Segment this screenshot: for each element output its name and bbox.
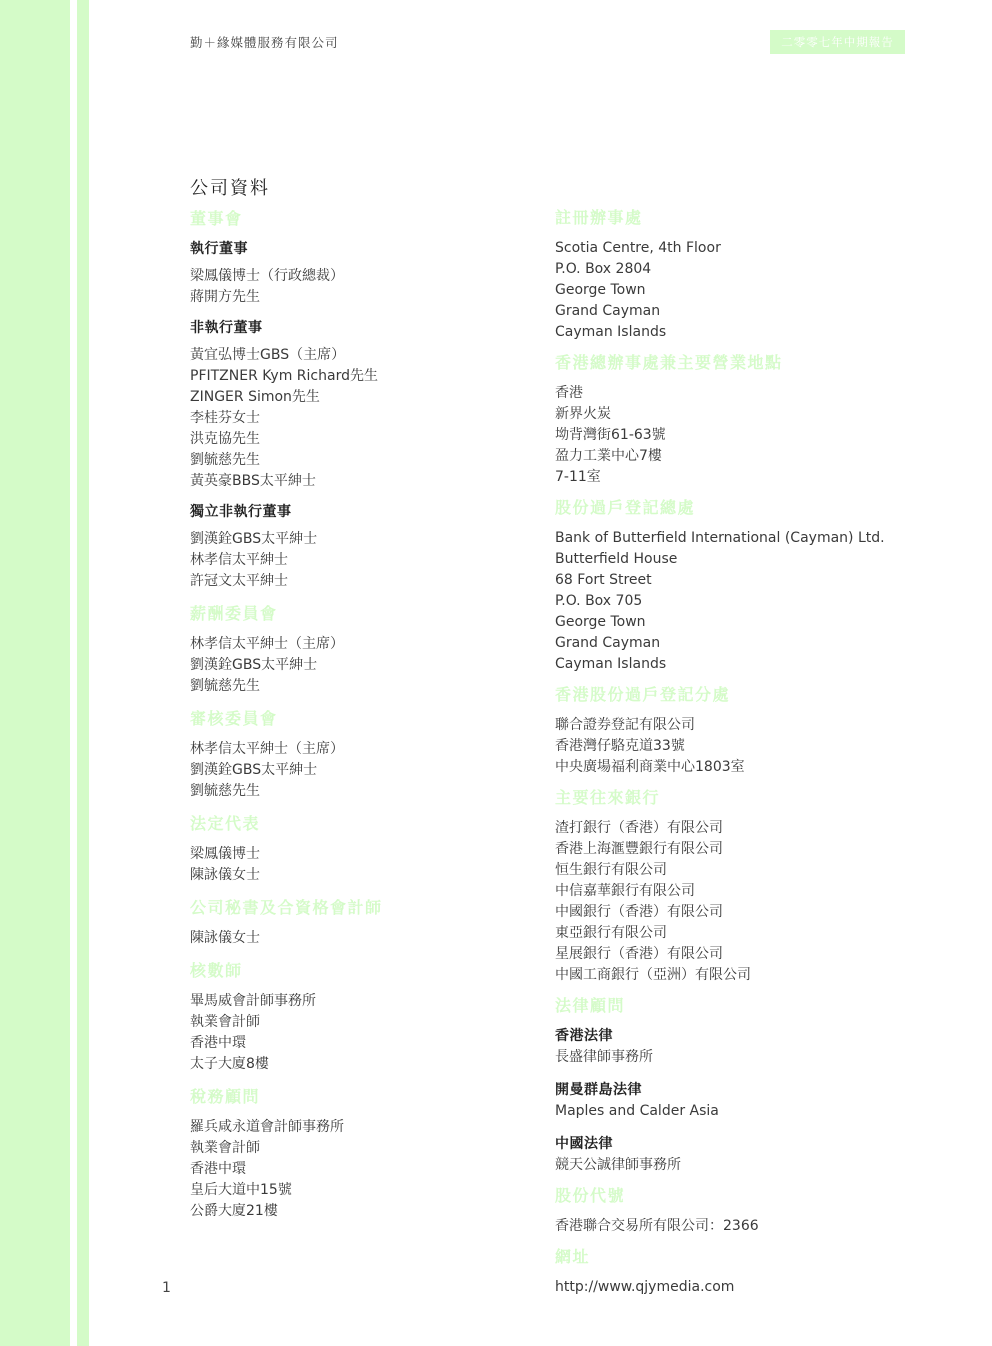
section-title-board: 董事會 [190, 209, 243, 228]
left-margin-thin-stripe [77, 0, 89, 1346]
principal-bankers-list [555, 818, 885, 986]
header-company-name: 勤＋緣媒體服務有限公司 [190, 35, 339, 50]
list-item: 黃宜弘博士GBS（主席） [190, 347, 346, 363]
list-item: 李桂芬女士 [190, 410, 260, 426]
section-title-legal-advisers: 法律顧問 [555, 996, 626, 1015]
list-item: 林孝信太平紳士（主席） [190, 741, 344, 757]
independent-directors-list [190, 529, 530, 592]
hk-branch-share-registrar-list [555, 715, 885, 778]
list-item: 公爵大廈21樓 [190, 1203, 278, 1219]
list-item: 黃英豪BBS太平紳士 [190, 473, 316, 489]
section-title-registered-office: 註冊辦事處 [555, 208, 643, 227]
list-item: 劉漢銓GBS太平紳士 [190, 531, 318, 547]
prc-law-list [555, 1155, 885, 1176]
list-item: 陳詠儀女士 [190, 867, 260, 883]
company-secretary-list [190, 928, 530, 949]
list-item: ZINGER Simon先生 [190, 389, 320, 405]
list-item: 梁鳳儀博士（行政總裁） [190, 268, 344, 284]
list-item: 蔣開方先生 [190, 289, 260, 305]
list-item: 劉漢銓GBS太平紳士 [190, 657, 318, 673]
principal-share-registrar-list [555, 528, 885, 675]
list-item: P.O. Box 2804 [555, 261, 652, 277]
list-item: 盈力工業中心7樓 [555, 448, 662, 464]
list-item: 7-11室 [555, 469, 601, 485]
list-item: Butterfield House [555, 551, 678, 567]
section-title-stock-code: 股份代號 [555, 1186, 626, 1205]
list-item: 劉毓慈先生 [190, 678, 260, 694]
section-title-principal-share-registrar: 股份過戶登記總處 [555, 498, 696, 517]
list-item: 洪克協先生 [190, 431, 260, 447]
list-item: Scotia Centre, 4th Floor [555, 240, 721, 256]
section-title-audit-committee: 審核委員會 [190, 709, 278, 728]
list-item: 坳背灣街61-63號 [555, 427, 666, 443]
list-item: George Town [555, 282, 646, 298]
page-number: 1 [162, 1280, 171, 1296]
list-item: P.O. Box 705 [555, 593, 643, 609]
website-link[interactable]: http://www.qjymedia.com [555, 1279, 735, 1295]
section-title-website: 網址 [555, 1247, 591, 1266]
auditors-list [190, 991, 530, 1075]
list-item: 畢馬威會計師事務所 [190, 993, 316, 1009]
list-item: 許冠文太平紳士 [190, 573, 288, 589]
authorized-representatives-list [190, 844, 530, 886]
stock-code-list [555, 1216, 885, 1237]
list-item: 劉毓慈先生 [190, 783, 260, 799]
section-title-authorized-representatives: 法定代表 [190, 814, 261, 833]
website-list [555, 1277, 885, 1298]
cayman-law-list [555, 1101, 885, 1122]
section-title-auditors: 核數師 [190, 961, 243, 980]
list-item: 陳詠儀女士 [190, 930, 260, 946]
list-item: 長盛律師事務所 [555, 1049, 653, 1065]
list-item: 競天公誠律師事務所 [555, 1157, 681, 1173]
remuneration-committee-list [190, 634, 530, 697]
list-item: 新界火炭 [555, 406, 611, 422]
section-title-tax-advisers: 稅務顧問 [190, 1087, 261, 1106]
list-item: 香港聯合交易所有限公司：2366 [555, 1218, 759, 1234]
page-title: 公司資料 [190, 178, 270, 199]
list-item: 香港上海滙豐銀行有限公司 [555, 841, 723, 857]
list-item: 中央廣場福利商業中心1803室 [555, 759, 745, 775]
section-title-principal-bankers: 主要往來銀行 [555, 788, 661, 807]
list-item: 恒生銀行有限公司 [555, 862, 667, 878]
list-item: 星展銀行（香港）有限公司 [555, 946, 723, 962]
tax-advisers-list [190, 1117, 530, 1222]
list-item: Grand Cayman [555, 635, 661, 651]
audit-committee-list [190, 739, 530, 802]
list-item: 皇后大道中15號 [190, 1182, 292, 1198]
list-item: PFITZNER Kym Richard先生 [190, 368, 378, 384]
non-executive-directors-list [190, 345, 530, 492]
header-report-badge: 二零零七年中期報告 [770, 30, 905, 54]
list-item: 中信嘉華銀行有限公司 [555, 883, 695, 899]
list-item: Bank of Butterfield International (Cayman) Ltd. [555, 530, 885, 546]
section-title-hk-branch-share-registrar: 香港股份過戶登記分處 [555, 685, 731, 704]
section-title-hk-head-office: 香港總辦事處兼主要營業地點 [555, 353, 783, 372]
registered-office-list [555, 238, 885, 343]
list-item: 林孝信太平紳士（主席） [190, 636, 344, 652]
list-item: 梁鳳儀博士 [190, 846, 260, 862]
left-margin-stripe [0, 0, 70, 1346]
list-item: 中國工商銀行（亞洲）有限公司 [555, 967, 751, 983]
list-item: 劉毓慈先生 [190, 452, 260, 468]
list-item: 68 Fort Street [555, 572, 652, 588]
list-item: 聯合證券登記有限公司 [555, 717, 695, 733]
list-item: 香港灣仔駱克道33號 [555, 738, 685, 754]
left-column [190, 209, 530, 1222]
section-title-remuneration-committee: 薪酬委員會 [190, 604, 278, 623]
list-item: 劉漢銓GBS太平紳士 [190, 762, 318, 778]
list-item: 香港 [555, 385, 583, 401]
subsection-title-prc-law: 中國法律 [555, 1136, 613, 1152]
section-title-company-secretary: 公司秘書及合資格會計師 [190, 898, 383, 917]
subsection-title-non-executive-directors: 非執行董事 [190, 320, 263, 336]
subsection-title-hk-law: 香港法律 [555, 1028, 613, 1044]
list-item: Cayman Islands [555, 324, 667, 340]
hk-law-list [555, 1047, 885, 1068]
list-item: 渣打銀行（香港）有限公司 [555, 820, 723, 836]
subsection-title-cayman-law: 開曼群島法律 [555, 1082, 642, 1098]
list-item: George Town [555, 614, 646, 630]
list-item: 中國銀行（香港）有限公司 [555, 904, 723, 920]
list-item: 執業會計師 [190, 1014, 260, 1030]
list-item: Grand Cayman [555, 303, 661, 319]
list-item: 香港中環 [190, 1161, 246, 1177]
right-column [555, 208, 885, 1298]
hk-head-office-list [555, 383, 885, 488]
subsection-title-independent-directors: 獨立非執行董事 [190, 504, 292, 520]
list-item: 執業會計師 [190, 1140, 260, 1156]
list-item: Maples and Calder Asia [555, 1103, 719, 1119]
list-item: 東亞銀行有限公司 [555, 925, 667, 941]
list-item: 林孝信太平紳士 [190, 552, 288, 568]
list-item: Cayman Islands [555, 656, 667, 672]
list-item: 香港中環 [190, 1035, 246, 1051]
list-item: 羅兵咸永道會計師事務所 [190, 1119, 344, 1135]
executive-directors-list [190, 266, 530, 308]
list-item: 太子大廈8樓 [190, 1056, 269, 1072]
subsection-title-executive-directors: 執行董事 [190, 241, 248, 257]
